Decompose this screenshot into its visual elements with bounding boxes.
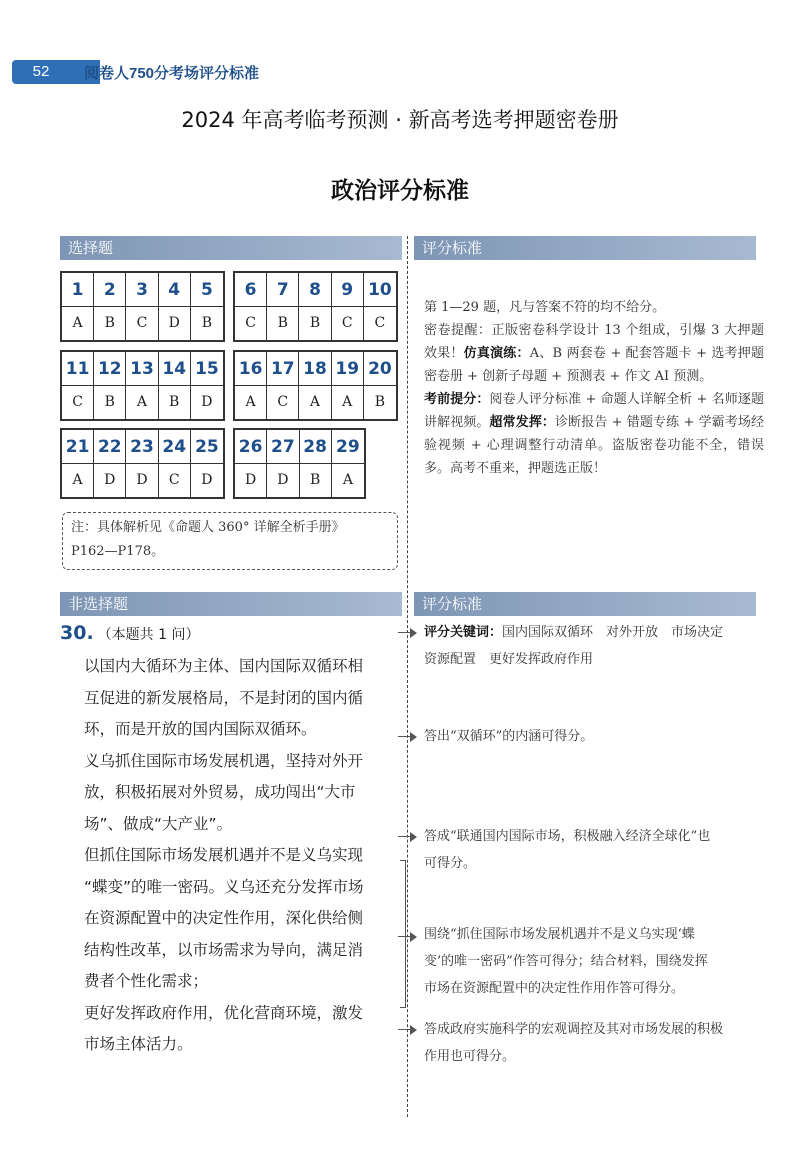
connector-arrow — [398, 628, 418, 638]
scoring-line: 市场在资源配置中的决定性作用作答可得分。 — [424, 981, 685, 996]
answer-cell: D — [235, 464, 267, 497]
question-number: 10 — [364, 273, 396, 307]
answer-cell: A — [126, 386, 158, 419]
answer-cell: A — [62, 307, 94, 340]
scoring-note-3 — [424, 921, 764, 1002]
question-number: 6 — [235, 273, 267, 307]
promo-label: 超常发挥： — [489, 415, 556, 430]
question-30-header — [60, 622, 199, 644]
question-number: 30. — [60, 622, 94, 644]
promo-content: 阅卷人评分标准 + 命题人详解全析 + 名师逐题讲解视频。 — [424, 392, 764, 430]
answer-paragraph-1 — [84, 651, 402, 1061]
answer-grid-26-29 — [233, 428, 366, 499]
answer-line: 费者个性化需求； — [84, 972, 209, 990]
promo-reminder: 密卷提醒：正版密卷科学设计 13 个组成，引爆 3 大押题效果！ — [424, 323, 764, 361]
connector-arrow — [398, 732, 418, 742]
scoring-note-2 — [424, 823, 764, 877]
scoring-line: 答成政府实施科学的宏观调控及其对市场发展的积极 — [424, 1022, 724, 1037]
section-choice-scoring-header: 评分标准 — [414, 236, 756, 260]
question-number: 20 — [364, 352, 396, 386]
answer-line: 市场主体活力。 — [84, 1035, 193, 1053]
section-choice-header: 选择题 — [60, 236, 402, 260]
subject-title: 政治评分标准 — [331, 178, 469, 204]
answer-line: 以国内大循环为主体、国内国际双循环相 — [84, 657, 364, 675]
question-number: 9 — [332, 273, 364, 307]
answer-line: 互促进的新发展格局，不是封闭的国内循 — [84, 688, 364, 707]
question-number: 12 — [94, 352, 126, 386]
keywords-label: 评分关键词： — [424, 625, 503, 640]
connector-arrow — [398, 832, 418, 842]
answer-line: 义乌抓住国际市场发展机遇，坚持对外开 — [84, 751, 364, 770]
answer-cell: C — [374, 315, 386, 331]
choice-scoring-text — [424, 296, 764, 480]
question-number: 18 — [299, 352, 331, 386]
answer-grid-6-10 — [233, 271, 398, 342]
answer-cell: D — [94, 464, 126, 497]
answer-cell: A — [235, 386, 267, 419]
connector-arrow — [398, 932, 418, 942]
answer-line: 在资源配置中的决定性作用，深化供给侧 — [84, 909, 364, 927]
answer-cell: C — [267, 386, 299, 419]
question-number: 13 — [126, 352, 158, 386]
question-number: 29 — [332, 430, 364, 464]
question-number: 23 — [126, 430, 158, 464]
answer-cell: C — [332, 307, 364, 340]
connector-arrow — [398, 1025, 418, 1035]
promo-label: 考前提分： — [424, 392, 490, 407]
question-number: 26 — [235, 430, 267, 464]
scoring-line: 作用也可得分。 — [424, 1049, 516, 1064]
question-number: 22 — [94, 430, 126, 464]
question-number: 17 — [267, 352, 299, 386]
answer-cell: B — [201, 315, 213, 331]
promo-content: 诊断报告 + 错题专练 + 学霸考场经验视频 + 心理调整行动清单。盗版密卷功能不全，错误多。高考不重来，押题选正版！ — [424, 415, 764, 476]
answer-line: 放，积极拓展对外贸易，成功闯出“大市 — [84, 783, 356, 801]
question-number: 4 — [159, 273, 191, 307]
question-number: 21 — [62, 430, 94, 464]
section-nonchoice-header: 非选择题 — [60, 592, 402, 616]
answer-cell: B — [374, 394, 386, 410]
note-box — [62, 512, 398, 570]
answer-cell: C — [235, 307, 267, 340]
answer-cell: B — [299, 307, 331, 340]
answer-line: 结构性改革，以市场需求为导向，满足消 — [84, 940, 364, 959]
answer-grid-11-15 — [60, 350, 225, 421]
question-number: 2 — [94, 273, 126, 307]
promo-content: A、B 两套卷 + 配套答题卡 + 选考押题密卷册 + 创新子母题 + 预测表 + 作文 AI 预测。 — [424, 346, 764, 384]
scoring-line: 答出“双循环”的内涵可得分。 — [424, 729, 594, 744]
answer-line: “蝶变”的唯一密码。义乌还充分发挥市场 — [84, 877, 364, 896]
question-number: 27 — [267, 430, 299, 464]
note-line: P162—P178。 — [71, 544, 165, 559]
answer-grid-21-25 — [60, 428, 225, 499]
note-line: 注：具体解析见《命题人 360° 详解全析手册》 — [71, 520, 345, 535]
scoring-line: 可得分。 — [424, 856, 477, 871]
page-number: 52 — [32, 63, 50, 80]
question-number: 8 — [299, 273, 331, 307]
promo-text — [424, 388, 764, 480]
answer-cell: A — [342, 472, 353, 488]
scoring-keywords — [424, 619, 764, 673]
answer-cell: D — [126, 464, 158, 497]
answer-cell: C — [62, 386, 94, 419]
answer-line: 但抓住国际市场发展机遇并不是义乌实现 — [84, 846, 364, 864]
answer-cell: B — [94, 307, 126, 340]
answer-grid-16-20 — [233, 350, 398, 421]
question-number: 3 — [126, 273, 158, 307]
question-number: 1 — [62, 273, 94, 307]
answer-cell: D — [201, 472, 213, 488]
main-title: 2024 年高考临考预测 · 新高考选考押题密卷册 — [181, 108, 619, 132]
question-number: 7 — [267, 273, 299, 307]
answer-cell: A — [332, 386, 364, 419]
answer-cell: B — [300, 464, 332, 497]
question-scope: （本题共 1 问） — [97, 627, 200, 643]
column-divider — [407, 236, 408, 1117]
question-number: 24 — [159, 430, 191, 464]
answer-cell: D — [267, 464, 299, 497]
answer-cell: A — [62, 464, 94, 497]
question-number: 14 — [159, 352, 191, 386]
question-number: 28 — [300, 430, 332, 464]
scoring-line: 围绕“抓住国际市场发展机遇并不是义乌实现‘蝶 — [424, 927, 695, 942]
book-title: 阅卷人750分考场评分标准 — [84, 65, 260, 82]
answer-cell: B — [159, 386, 191, 419]
question-number: 16 — [235, 352, 267, 386]
scoring-note-4 — [424, 1016, 764, 1070]
promo-text — [424, 319, 764, 388]
answer-cell: C — [159, 464, 191, 497]
question-number: 15 — [191, 352, 223, 386]
question-number: 25 — [191, 430, 223, 464]
answer-cell: A — [299, 386, 331, 419]
answer-grid-1-5 — [60, 271, 225, 342]
answer-cell: C — [126, 307, 158, 340]
scoring-rule: 第 1—29 题，凡与答案不符的均不给分。 — [424, 300, 666, 315]
scoring-note-1 — [424, 723, 764, 750]
question-number: 19 — [332, 352, 364, 386]
promo-label: 仿真演练： — [463, 346, 530, 361]
answer-line: 场”、做成“大产业”。 — [84, 814, 233, 833]
answer-cell: B — [94, 386, 126, 419]
keywords-text: 国内国际双循环 对外开放 市场决定 — [502, 625, 724, 640]
answer-line: 更好发挥政府作用，优化营商环境，激发 — [84, 1003, 364, 1022]
keywords-text: 资源配置 更好发挥政府作用 — [424, 652, 594, 667]
answer-cell: D — [201, 394, 213, 410]
scoring-line: 变’的唯一密码”作答可得分；结合材料，围绕发挥 — [424, 954, 708, 969]
answer-cell: B — [267, 307, 299, 340]
answer-cell: D — [159, 307, 191, 340]
answer-line: 环，而是开放的国内国际双循环。 — [84, 720, 317, 738]
question-number: 11 — [62, 352, 94, 386]
section-nonchoice-scoring-header: 评分标准 — [414, 592, 756, 616]
question-number: 5 — [191, 273, 223, 307]
scoring-line: 答成“联通国内国际市场，积极融入经济全球化”也 — [424, 829, 711, 844]
